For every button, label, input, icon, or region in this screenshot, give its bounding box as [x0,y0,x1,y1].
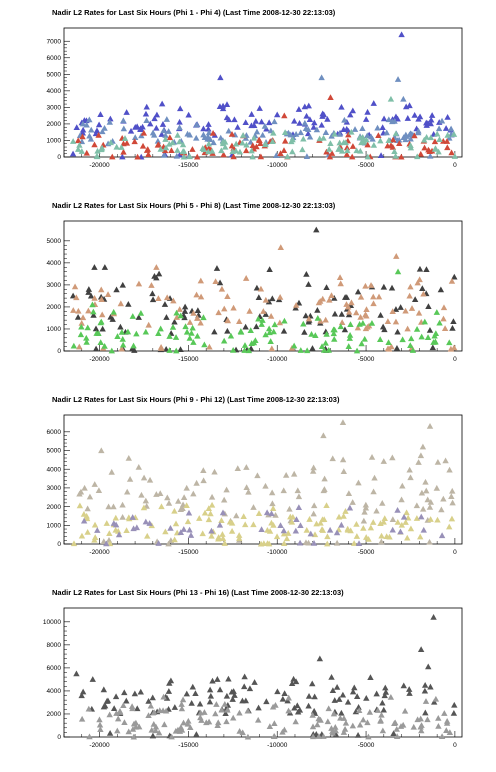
y-tick-label: 8000 [46,642,61,650]
chart-title: Nadir L2 Rates for Last Six Hours (Phi 9 - Phi 12) (Last Time 2008-12-30 22:13:03) [52,395,340,404]
y-tick-label: 0 [57,154,61,162]
x-tick-label: -15000 [178,549,199,556]
x-tick-label: -20000 [89,356,110,363]
y-tick-label: 6000 [46,429,61,437]
scatter-plot-1 [0,8,496,178]
y-tick-label: 1000 [46,522,61,530]
y-tick-label: 0 [57,734,61,742]
y-tick-label: 2000 [46,711,61,719]
y-tick-label: 4000 [46,466,61,474]
y-tick-label: 1000 [46,326,61,334]
y-tick-label: 5000 [46,447,61,455]
y-tick-label: 1000 [46,137,61,145]
x-tick-label: -15000 [178,742,199,749]
x-tick-label: -5000 [357,162,375,169]
y-tick-label: 2000 [46,304,61,312]
x-tick-label: -5000 [357,742,375,749]
x-tick-label: -15000 [178,162,199,169]
x-tick-label: -5000 [357,356,375,363]
x-tick-label: -20000 [89,549,110,556]
chart-panel-1 [0,8,496,168]
y-tick-label: 3000 [46,485,61,493]
x-tick-label: 0 [453,356,457,363]
chart-panel-3 [0,395,496,555]
y-tick-label: 4000 [46,260,61,268]
chart-panel-2 [0,201,496,361]
chart-title: Nadir L2 Rates for Last Six Hours (Phi 13 - Phi 16) (Last Time 2008-12-30 22:13:03) [52,588,344,597]
y-tick-label: 0 [57,348,61,356]
chart-title: Nadir L2 Rates for Last Six Hours (Phi 1 - Phi 4) (Last Time 2008-12-30 22:13:03) [52,8,336,17]
y-tick-label: 6000 [46,665,61,673]
x-tick-label: -10000 [267,356,288,363]
scatter-plot-3 [0,395,496,565]
x-tick-label: -10000 [267,162,288,169]
y-tick-label: 4000 [46,88,61,96]
y-tick-label: 2000 [46,121,61,129]
y-tick-label: 10000 [42,619,61,627]
y-tick-label: 2000 [46,503,61,511]
scatter-plot-2 [0,201,496,371]
x-tick-label: 0 [453,162,457,169]
y-tick-label: 4000 [46,688,61,696]
x-tick-label: -20000 [89,742,110,749]
x-tick-label: -10000 [267,549,288,556]
x-tick-label: -20000 [89,162,110,169]
plot-frame [64,608,462,737]
y-tick-label: 3000 [46,104,61,112]
y-tick-label: 5000 [46,238,61,246]
x-tick-label: 0 [453,742,457,749]
chart-title: Nadir L2 Rates for Last Six Hours (Phi 5 - Phi 8) (Last Time 2008-12-30 22:13:03) [52,201,336,210]
y-tick-label: 3000 [46,282,61,290]
y-tick-label: 5000 [46,71,61,79]
y-tick-label: 6000 [46,54,61,62]
x-tick-label: -5000 [357,549,375,556]
x-tick-label: 0 [453,549,457,556]
x-tick-label: -15000 [178,356,199,363]
y-tick-label: 0 [57,541,61,549]
chart-panel-4 [0,588,496,748]
scatter-plot-4 [0,588,496,758]
x-tick-label: -10000 [267,742,288,749]
y-tick-label: 7000 [46,38,61,46]
